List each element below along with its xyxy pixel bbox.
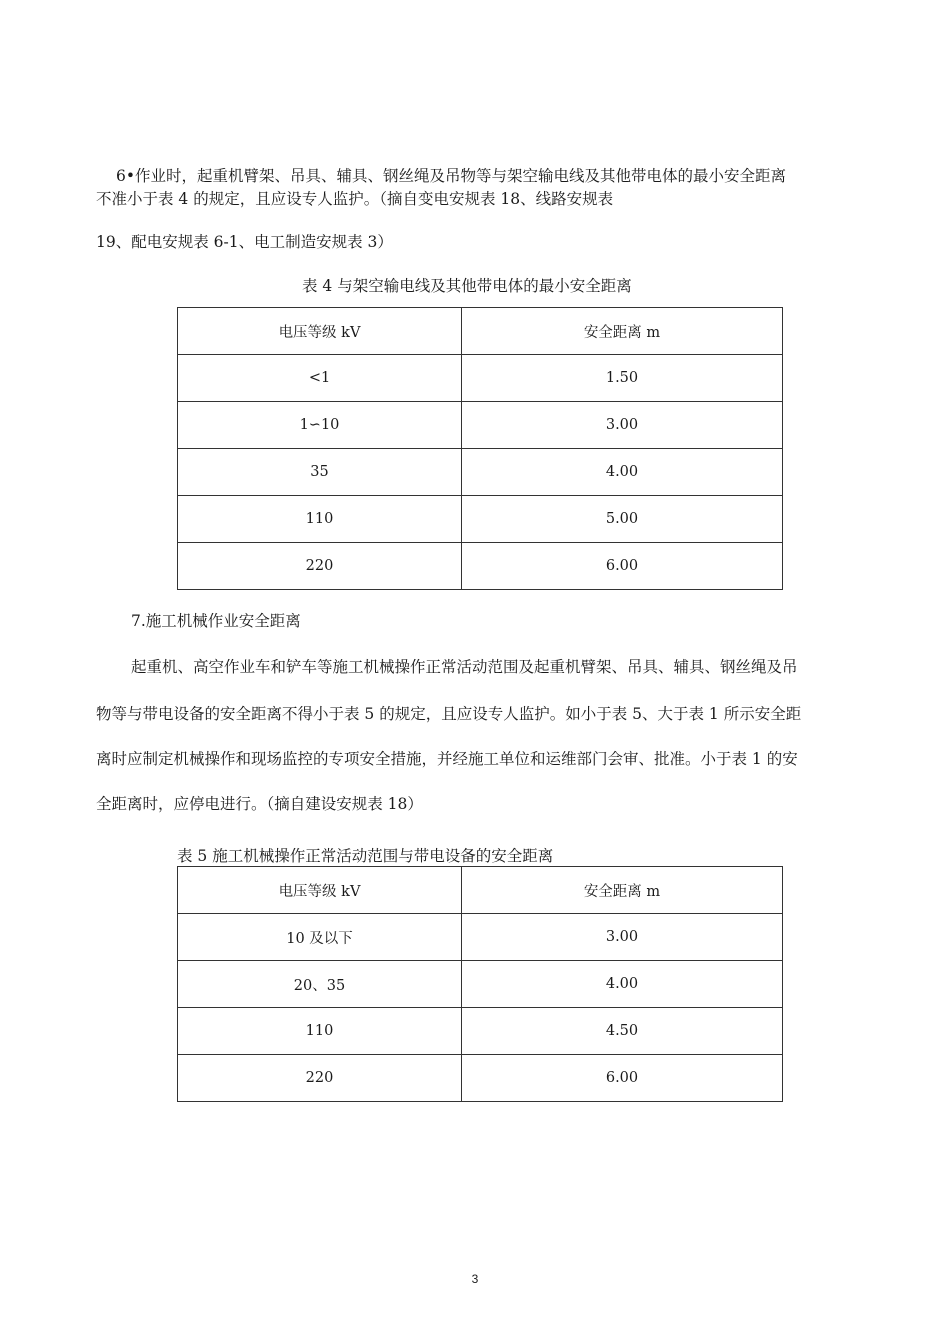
- table5-cell-distance: 4.00: [462, 961, 783, 1008]
- table5: [177, 866, 783, 1102]
- section7-line-4: 全距离时，应停电进行。（摘自建设安规表 18）: [96, 795, 423, 813]
- table-row: [178, 449, 783, 496]
- page-number: 3: [471, 1272, 479, 1286]
- table5-cell-distance: 6.00: [462, 1055, 783, 1102]
- table5-cell-voltage: 10 及以下: [178, 914, 462, 961]
- table5-cell-voltage: 20、35: [178, 961, 462, 1008]
- table-row: [178, 914, 783, 961]
- section7-heading: 7.施工机械作业安全距离: [131, 612, 301, 630]
- table5-cell-distance: 4.50: [462, 1008, 783, 1055]
- table4-cell-distance: 1.50: [462, 355, 783, 402]
- table5-header-distance: 安全距离 m: [462, 867, 783, 914]
- table4-header-voltage: 电压等级 kV: [178, 308, 462, 355]
- table4: [177, 307, 783, 590]
- table4-cell-voltage: 110: [178, 496, 462, 543]
- table4-caption: 表 4 与架空输电线及其他带电体的最小安全距离: [302, 277, 632, 295]
- table5-header-voltage: 电压等级 kV: [178, 867, 462, 914]
- table4-cell-voltage: 35: [178, 449, 462, 496]
- table-row: [178, 543, 783, 590]
- section6-line-3: 19、配电安规表 6-1、电工制造安规表 3）: [96, 233, 393, 251]
- table4-cell-voltage: <1: [178, 355, 462, 402]
- table-row: [178, 1055, 783, 1102]
- table5-cell-voltage: 220: [178, 1055, 462, 1102]
- table-row: [178, 355, 783, 402]
- table4-cell-distance: 5.00: [462, 496, 783, 543]
- table5-cell-voltage: 110: [178, 1008, 462, 1055]
- table4-cell-distance: 3.00: [462, 402, 783, 449]
- table4-header-row: [178, 308, 783, 355]
- section7-line-1: 起重机、高空作业车和铲车等施工机械操作正常活动范围及起重机臂架、吊具、辅具、钢丝绳及吊: [131, 658, 798, 676]
- table5-cell-distance: 3.00: [462, 914, 783, 961]
- table5-caption: 表 5 施工机械操作正常活动范围与带电设备的安全距离: [177, 847, 554, 865]
- section7-line-2: 物等与带电设备的安全距离不得小于表 5 的规定，且应设专人监护。如小于表 5、大于表 1 所示安全距: [96, 705, 802, 723]
- table-row: [178, 961, 783, 1008]
- table4-cell-voltage: 220: [178, 543, 462, 590]
- table4-cell-voltage: 1∽10: [178, 402, 462, 449]
- table-row: [178, 1008, 783, 1055]
- table4-cell-distance: 4.00: [462, 449, 783, 496]
- table-row: [178, 402, 783, 449]
- table5-header-row: [178, 867, 783, 914]
- section7-line-3: 离时应制定机械操作和现场监控的专项安全措施，并经施工单位和运维部门会审、批准。小于表 1 的安: [96, 750, 798, 768]
- table4-cell-distance: 6.00: [462, 543, 783, 590]
- section6-line-1: 6•作业时，起重机臂架、吊具、辅具、钢丝绳及吊物等与架空输电线及其他带电体的最小安全距离: [116, 167, 787, 185]
- table4-header-distance: 安全距离 m: [462, 308, 783, 355]
- table-row: [178, 496, 783, 543]
- section6-line-2: 不准小于表 4 的规定，且应设专人监护。（摘自变电安规表 18、线路安规表: [96, 190, 614, 208]
